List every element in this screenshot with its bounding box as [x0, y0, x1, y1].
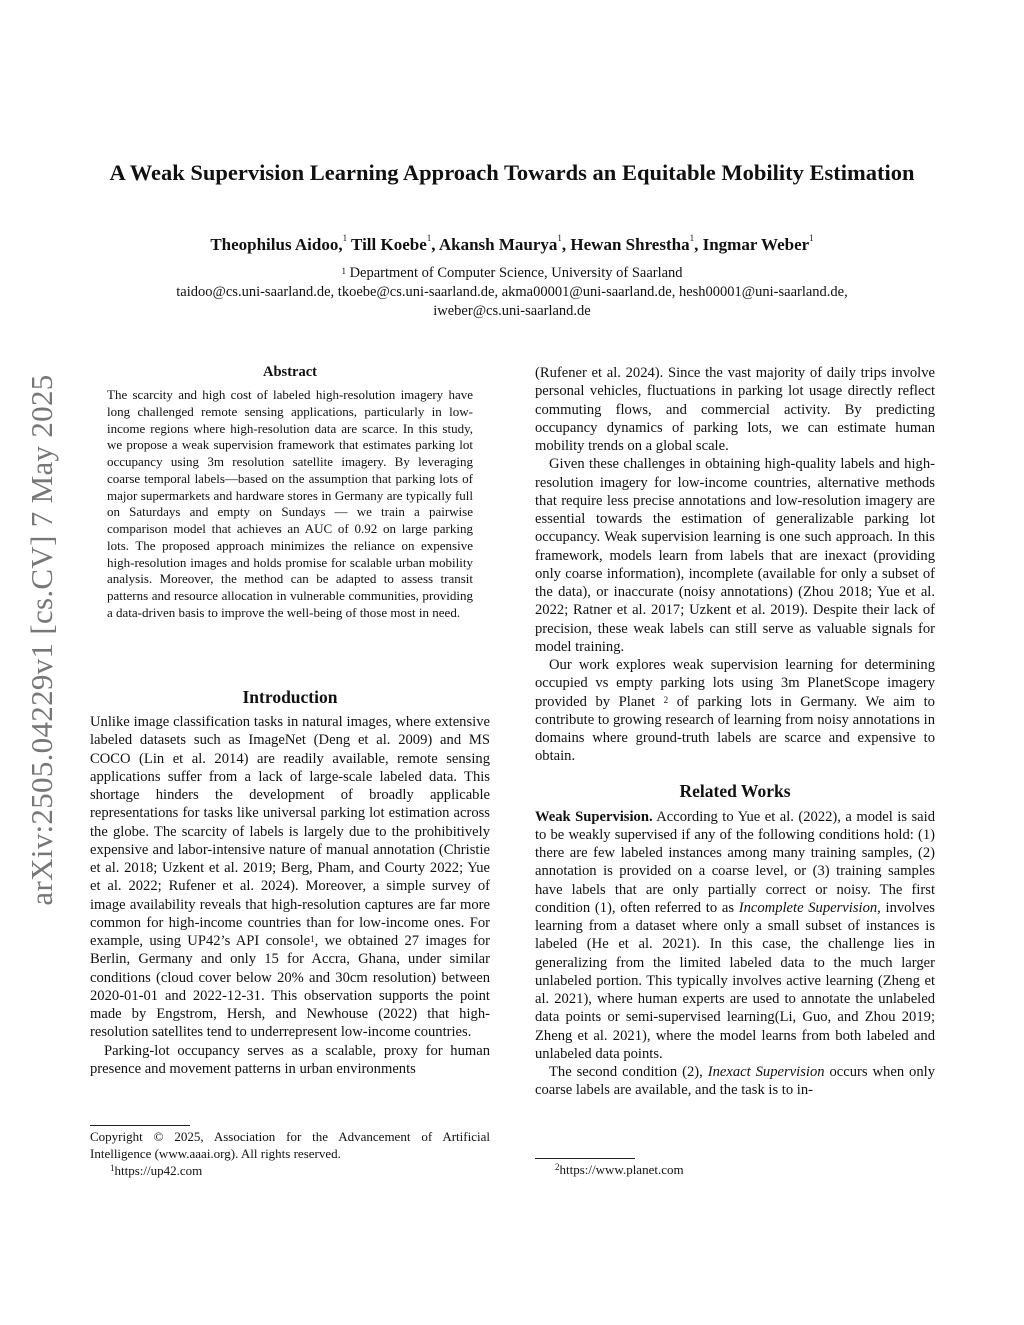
affiliation: $^1$ Department of Computer Science, University of Saarland — [341, 265, 683, 281]
introduction-continued — [535, 364, 935, 1100]
paragraph: Our work explores weak supervision learning for determining occupied vs empty parking lots using 3m PlanetScope imagery provided by Planet $^2$ of parking lots in Germany. We aim to contribute to growing research of learning from noisy annotations in domains where ground-truth labels are scarce and expensive to obtain. — [535, 657, 935, 765]
paragraph: The second condition (2), Inexact Supervision occurs when only coarse labels are available, and the task is to in- — [535, 1064, 935, 1099]
paragraph: Weak Supervision. According to Yue et al. (2022), a model is said to be weakly supervised if any of the following conditions hold: (1) there are few labeled instances among many training samples, (2) annotation is provided on a coarse level, or (3) training samples have labels that are only partially correct or noisy. The first condition (1), often referred to as Incomplete Supervision, involves learning from a dataset where only a small subset of instances is labeled (He et al. 2021). In this case, the challenge lies in generalizing from the limited labeled data to the much larger unlabeled portion. This typically involves active learning (Zheng et al. 2021), where human experts are used to annotate the unlabeled data points or semi-supervised learning(Li, Guo, and Zhou 2019; Zheng et al. 2021), where the model learns from both labeled and unlabeled data points. — [535, 808, 935, 1062]
abstract-text: The scarcity and high cost of labeled high-resolution imagery have long challenged remote sensing applications, particularly in low-income regions where high-resolution data are scarce. In this study, we propose a weak supervision framework that estimates parking lot occupancy using 3m resolution satellite imagery. By leveraging coarse temporal labels—based on the assumption that parking lots of major supermarkets and hardware stores in Germany are typically full on Saturdays and empty on Sundays — we train a pairwise comparison model that achieves an AUC of 0.92 on large parking lots. The proposed approach minimizes the reliance on expensive high-resolution images and holds promise for scalable urban mobility analysis. Moreover, the method can be adapted to assess transit patterns and resource allocation in vulnerable communities, providing a data-driven basis to improve the well-being of those most in need. — [107, 387, 473, 620]
abstract — [107, 364, 473, 622]
footnote-rule — [90, 1125, 190, 1126]
footnote: $^2$https://www.planet.com — [555, 1162, 684, 1177]
author: Theophilus Aidoo,$^1$ — [210, 233, 348, 254]
footnote-rule — [535, 1158, 635, 1159]
author: Akansh Maurya$^1$, — [438, 233, 567, 254]
paragraph: Parking-lot occupancy serves as a scalable, proxy for human presence and movement patterns in urban environments — [90, 1042, 490, 1077]
author-emails: taidoo@cs.uni-saarland.de, tkoebe@cs.uni-saarland.de, akma00001@uni-saarland.de, hesh00001@uni-saarland.de, — [176, 284, 848, 300]
affiliations — [60, 264, 964, 321]
author-emails: iweber@cs.uni-saarland.de — [433, 303, 591, 319]
author: Ingmar Weber$^1$ — [702, 233, 814, 254]
author: Till Koebe$^1$, — [351, 233, 436, 254]
paragraph: (Rufener et al. 2024). Since the vast majority of daily trips involve personal vehicles, fluctuations in parking lot usage directly reflect commuting flows, and commercial activity. By predicting occupancy dynamics of parking lots, we can estimate human mobility trends on a global scale. — [535, 365, 935, 454]
related-works-heading: Related Works — [679, 780, 791, 801]
abstract-heading: Abstract — [263, 364, 317, 380]
arxiv-identifier: arXiv:2505.04229v1 [cs.CV] 7 May 2025 — [24, 374, 59, 906]
paragraph: Given these challenges in obtaining high-quality labels and high-resolution imagery for low-income countries, alternative methods that require less precise annotations and low-resolution imagery are essential towards the estimation of generalizable parking lot occupancy. Weak supervision learning is one such approach. In this framework, models learn from labels that are inexact (providing only coarse information), incomplete (available for only a subset of the data), or inaccurate (noisy annotations) (Zhou 2018; Yue et al. 2022; Ratner et al. 2017; Uzkent et al. 2019). Despite their lack of precision, these weak labels can still serve as valuable signals for model training. — [535, 456, 935, 655]
footnotes-right — [535, 1161, 935, 1178]
footnote: $^1$https://up42.com — [110, 1163, 203, 1178]
copyright-notice: Copyright © 2025, Association for the Advancement of Artificial Intelligence (www.aaai.org). All rights reserved. — [90, 1129, 490, 1161]
author: Hewan Shrestha$^1$, — [570, 233, 699, 254]
paragraph: Unlike image classification tasks in natural images, where extensive labeled datasets such as ImageNet (Deng et al. 2009) and MS COCO (Lin et al. 2014) are readily available, remote sensing applications suffer from a lack of large-scale labeled data. This shortage hinders the development of broadly applicable representations for tasks like universal parking lot estimation across the globe. The scarcity of labels is largely due to the prohibitively expensive and labor-intensive nature of manual annotation (Christie et al. 2018; Uzkent et al. 2019; Berg, Pham, and Courty 2022; Yue et al. 2022; Rufener et al. 2024). Moreover, a simple survey of image availability reveals that high-resolution captures are far more common for high-income countries than for low-income ones. For example, using UP42’s API console$^1$, we obtained 27 images for Berlin, Germany and only 15 for Accra, Ghana, under similar conditions (cloud cover below 20% and 30cm resolution) between 2020-01-01 and 2022-12-31. This observation supports the point made by Engstrom, Hersh, and Newhouse (2022) that high-resolution satellites tend to underrepresent low-income countries. — [90, 714, 490, 1041]
introduction-section — [90, 686, 490, 1078]
footnotes-left — [90, 1128, 490, 1179]
introduction-heading: Introduction — [242, 687, 338, 707]
paper-title: A Weak Supervision Learning Approach Towards an Equitable Mobility Estimation — [109, 160, 915, 185]
author-list — [60, 235, 964, 255]
